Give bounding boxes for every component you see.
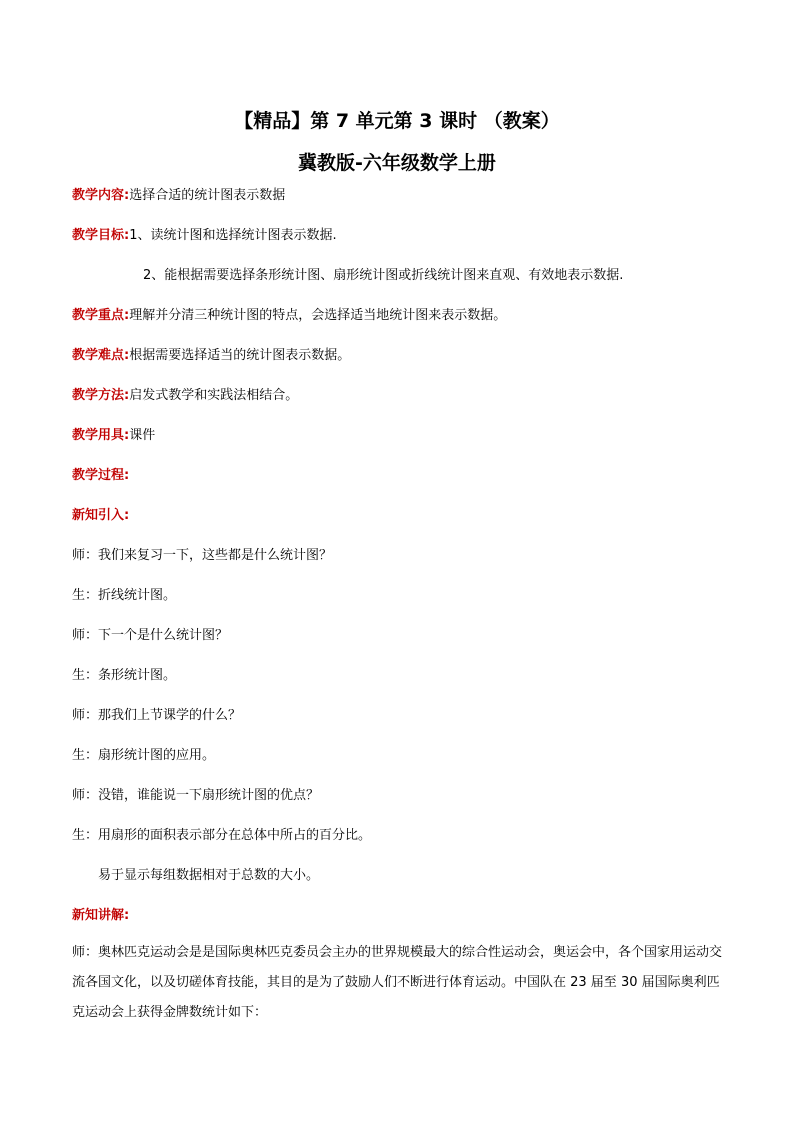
intro-heading: 新知引入: [72, 508, 130, 523]
process-heading: 教学过程: [72, 468, 130, 483]
goal-row [72, 224, 337, 243]
dialogue-line: 生：条形统计图。 [72, 668, 177, 683]
dialogue-line: 生：用扇形的面积表示部分在总体中所占的百分比。 [72, 828, 372, 843]
key-label: 教学重点: [72, 308, 130, 323]
key-row [72, 304, 506, 323]
tools-value: 课件 [129, 428, 156, 443]
goal-label: 教学目标: [72, 228, 130, 243]
dialogue-line: 生：折线统计图。 [72, 588, 177, 603]
method-value: 启发式教学和实践法相结合。 [129, 388, 299, 403]
difficulty-value: 根据需要选择适当的统计图表示数据。 [129, 348, 351, 363]
explain-heading: 新知讲解: [72, 908, 130, 923]
content-row [72, 184, 285, 203]
dialogue-line: 师：我们来复习一下，这些都是什么统计图？ [72, 548, 333, 563]
dialogue-line: 生：扇形统计图的应用。 [72, 748, 216, 763]
tools-label: 教学用具: [72, 428, 130, 443]
document-subtitle: 冀教版-六年级数学上册 [298, 152, 496, 174]
method-row [72, 384, 298, 403]
explain-paragraph: 师：奥林匹克运动会是是国际奥林匹克委员会主办的世界规模最大的综合性运动会，奥运会中，各个国家用运动交流各国文化，以及切磋体育技能，其目的是为了鼓励人们不断进行体育运动。中国队在 23 届至 30 届国际奥利匹克运动会上获得金牌数统计如下： [72, 945, 723, 1020]
difficulty-row [72, 344, 350, 363]
difficulty-label: 教学难点: [72, 348, 130, 363]
tools-row [72, 424, 155, 443]
dialogue-line: 易于显示每组数据相对于总数的大小。 [98, 868, 320, 883]
dialogue-line: 师：那我们上节课学的什么？ [72, 708, 242, 723]
dialogue-line: 师：下一个是什么统计图？ [72, 628, 229, 643]
dialogue-line: 师：没错，谁能说一下扇形统计图的优点？ [72, 788, 320, 803]
content-label: 教学内容: [72, 188, 130, 203]
method-label: 教学方法: [72, 388, 130, 403]
document-title: 【精品】第 7 单元第 3 课时 （教案） [234, 110, 560, 132]
content-value: 选择合适的统计图表示数据 [129, 188, 286, 203]
key-value: 理解并分清三种统计图的特点，会选择适当地统计图来表示数据。 [129, 308, 507, 323]
goal-item-1: 1、读统计图和选择统计图表示数据. [129, 228, 337, 243]
goal-item-2: 2、能根据需要选择条形统计图、扇形统计图或折线统计图来直观、有效地表示数据. [143, 268, 624, 283]
